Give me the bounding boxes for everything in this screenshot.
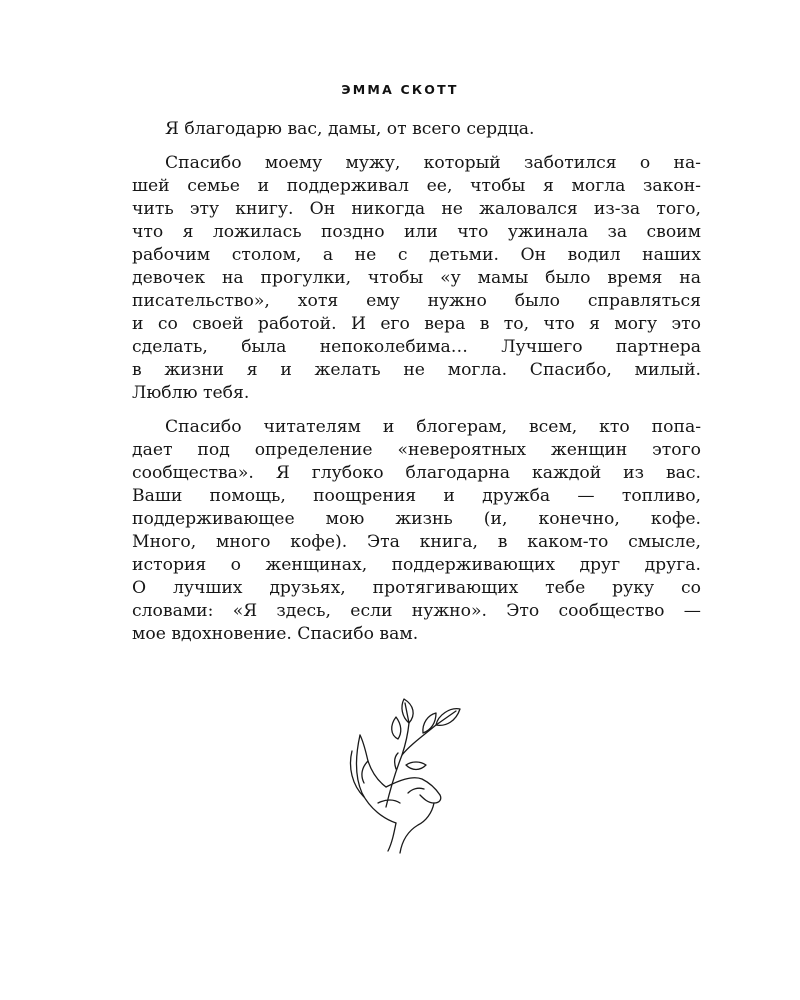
text-line: сообщества». Я глубоко благодарна каждой из вас.	[132, 463, 701, 483]
text-line: сделать, была непоколебима… Лучшего партнера	[132, 337, 701, 357]
text-line: писательство», хотя ему нужно было справляться	[132, 291, 701, 311]
paragraph-1	[132, 118, 701, 141]
text-line: Спасибо читателям и блогерам, всем, кто попа-	[165, 417, 701, 437]
text-line: чить эту книгу. Он никогда не жаловался из-за того,	[132, 199, 701, 219]
hand-holding-sprig-icon	[338, 695, 462, 855]
text-line: история о женщинах, поддерживающих друг друга.	[132, 555, 701, 575]
text-line: Я благодарю вас, дамы, от всего сердца.	[165, 119, 535, 139]
text-line: и со своей работой. И его вера в то, что я могу это	[132, 314, 701, 334]
text-line: мое вдохновение. Спасибо вам.	[132, 624, 419, 644]
text-line: рабочим столом, а не с детьми. Он водил наших	[132, 245, 701, 265]
text-line: Много, много кофе). Эта книга, в каком-то смысле,	[132, 532, 701, 552]
paragraph-3	[132, 416, 701, 646]
body-text	[132, 118, 701, 646]
text-line: девочек на прогулки, чтобы «у мамы было время на	[132, 268, 701, 288]
text-line: поддерживающее мою жизнь (и, конечно, кофе.	[132, 509, 701, 529]
text-line: Ваши помощь, поощрения и дружба — топливо,	[132, 486, 701, 506]
text-line: Спасибо моему мужу, который заботился о на-	[165, 153, 701, 173]
text-line: О лучших друзьях, протягивающих тебе руку со	[132, 578, 701, 598]
text-line: дает под определение «невероятных женщин этого	[132, 440, 701, 460]
paragraph-2	[132, 152, 701, 405]
text-line: в жизни я и желать не могла. Спасибо, милый.	[132, 360, 701, 380]
text-line: Люблю тебя.	[132, 383, 250, 403]
running-head-author: ЭММА СКОТТ	[341, 82, 459, 97]
text-line: шей семье и поддерживал ее, чтобы я могла закон-	[132, 176, 701, 196]
text-line: словами: «Я здесь, если нужно». Это сообщество —	[132, 601, 701, 621]
text-line: что я ложилась поздно или что ужинала за своим	[132, 222, 701, 242]
